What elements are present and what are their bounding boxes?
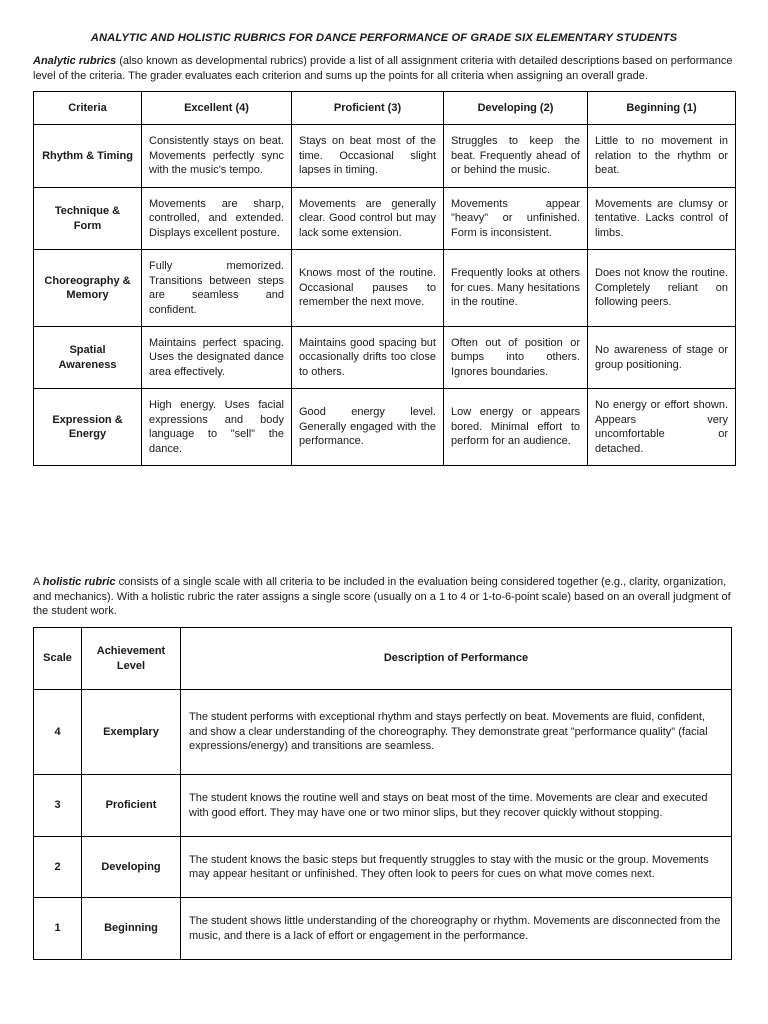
beginning-cell: Little to no movement in relation to the rhythm or beat. <box>588 125 736 188</box>
table-row <box>34 389 736 466</box>
scale-cell: 3 <box>34 775 82 837</box>
scale-cell: 2 <box>34 837 82 898</box>
criteria-cell: Spatial Awareness <box>34 327 142 389</box>
header-scale: Scale <box>34 628 82 690</box>
level-cell: Proficient <box>82 775 181 837</box>
developing-cell: Struggles to keep the beat. Frequently ahead of or behind the music. <box>444 125 588 188</box>
analytic-header-row <box>34 92 736 125</box>
level-cell: Beginning <box>82 898 181 960</box>
criteria-cell: Technique & Form <box>34 188 142 250</box>
table-row <box>34 690 732 775</box>
holistic-header-row <box>34 628 732 690</box>
table-row <box>34 188 736 250</box>
level-cell: Developing <box>82 837 181 898</box>
analytic-rubric-table <box>33 91 736 466</box>
criteria-cell: Expression & Energy <box>34 389 142 466</box>
analytic-intro-text: (also known as developmental rubrics) provide a list of all assignment criteria with detailed descriptions based on performance level of the criteria. The grader evaluates each criterion and sums up the points for all criteria when assigning an overall grade. <box>33 55 733 82</box>
excellent-cell: Movements are sharp, controlled, and extended. Displays excellent posture. <box>142 188 292 250</box>
header-beginning: Beginning (1) <box>588 92 736 125</box>
table-row <box>34 898 732 960</box>
description-cell: The student shows little understanding of the choreography or rhythm. Movements are disconnected from the music, and there is a lack of effort or engagement in the performance. <box>181 898 732 960</box>
excellent-cell: Maintains perfect spacing. Uses the designated dance area effectively. <box>142 327 292 389</box>
level-cell: Exemplary <box>82 690 181 775</box>
developing-cell: Frequently looks at others for cues. Many hesitations in the routine. <box>444 250 588 327</box>
developing-cell: Low energy or appears bored. Minimal effort to perform for an audience. <box>444 389 588 466</box>
header-criteria: Criteria <box>34 92 142 125</box>
header-excellent: Excellent (4) <box>142 92 292 125</box>
excellent-cell: Fully memorized. Transitions between steps are seamless and confident. <box>142 250 292 327</box>
proficient-cell: Stays on beat most of the time. Occasional slight lapses in timing. <box>292 125 444 188</box>
holistic-term: holistic rubric <box>42 576 116 588</box>
header-achievement-level: Achievement Level <box>82 628 181 690</box>
beginning-cell: Does not know the routine. Completely reliant on following peers. <box>588 250 736 327</box>
table-row <box>34 327 736 389</box>
header-developing: Developing (2) <box>444 92 588 125</box>
table-row <box>34 775 732 837</box>
scale-cell: 4 <box>34 690 82 775</box>
criteria-cell: Choreography & Memory <box>34 250 142 327</box>
beginning-cell: No energy or effort shown. Appears very uncomfortable or detached. <box>588 389 736 466</box>
table-row <box>34 250 736 327</box>
criteria-cell: Rhythm & Timing <box>34 125 142 188</box>
developing-cell: Often out of position or bumps into others. Ignores boundaries. <box>444 327 588 389</box>
header-description: Description of Performance <box>181 628 732 690</box>
holistic-rubric-table <box>33 627 732 960</box>
analytic-term: Analytic rubrics <box>33 55 117 67</box>
table-row <box>34 125 736 188</box>
holistic-intro-text: consists of a single scale with all criteria to be included in the evaluation being considered together (e.g., clarity, organization, and mechanics). With a holistic rubric the rater assigns a single score (usually on a 1 to 4 or 1-to-6-point scale) based on an overall judgment of the student work. <box>33 576 731 617</box>
analytic-intro-paragraph <box>33 54 733 83</box>
beginning-cell: Movements are clumsy or tentative. Lacks control of limbs. <box>588 188 736 250</box>
proficient-cell: Knows most of the routine. Occasional pauses to remember the next move. <box>292 250 444 327</box>
proficient-cell: Maintains good spacing but occasionally drifts too close to others. <box>292 327 444 389</box>
beginning-cell: No awareness of stage or group positioning. <box>588 327 736 389</box>
table-row <box>34 837 732 898</box>
holistic-prefix: A <box>33 576 43 588</box>
header-proficient: Proficient (3) <box>292 92 444 125</box>
developing-cell: Movements appear "heavy" or unfinished. Form is inconsistent. <box>444 188 588 250</box>
excellent-cell: Consistently stays on beat. Movements perfectly sync with the music's tempo. <box>142 125 292 188</box>
scale-cell: 1 <box>34 898 82 960</box>
description-cell: The student knows the routine well and stays on beat most of the time. Movements are clear and executed with good effort. They may have one or two minor slips, but they recover quickly without stopping. <box>181 775 732 837</box>
proficient-cell: Movements are generally clear. Good control but may lack some extension. <box>292 188 444 250</box>
proficient-cell: Good energy level. Generally engaged with the performance. <box>292 389 444 466</box>
holistic-intro-paragraph <box>33 575 733 619</box>
excellent-cell: High energy. Uses facial expressions and body language to "sell" the dance. <box>142 389 292 466</box>
description-cell: The student knows the basic steps but frequently struggles to stay with the music or the group. Movements may appear hesitant or unfinished. They often look to peers for cues on what move comes next. <box>181 837 732 898</box>
description-cell: The student performs with exceptional rhythm and stays perfectly on beat. Movements are fluid, confident, and show a clear understanding of the choreography. They demonstrate great "performance quality" (facial expressions/energy) and transitions are seamless. <box>181 690 732 775</box>
document-title: ANALYTIC AND HOLISTIC RUBRICS FOR DANCE PERFORMANCE OF GRADE SIX ELEMENTARY STUDENTS <box>90 32 678 44</box>
